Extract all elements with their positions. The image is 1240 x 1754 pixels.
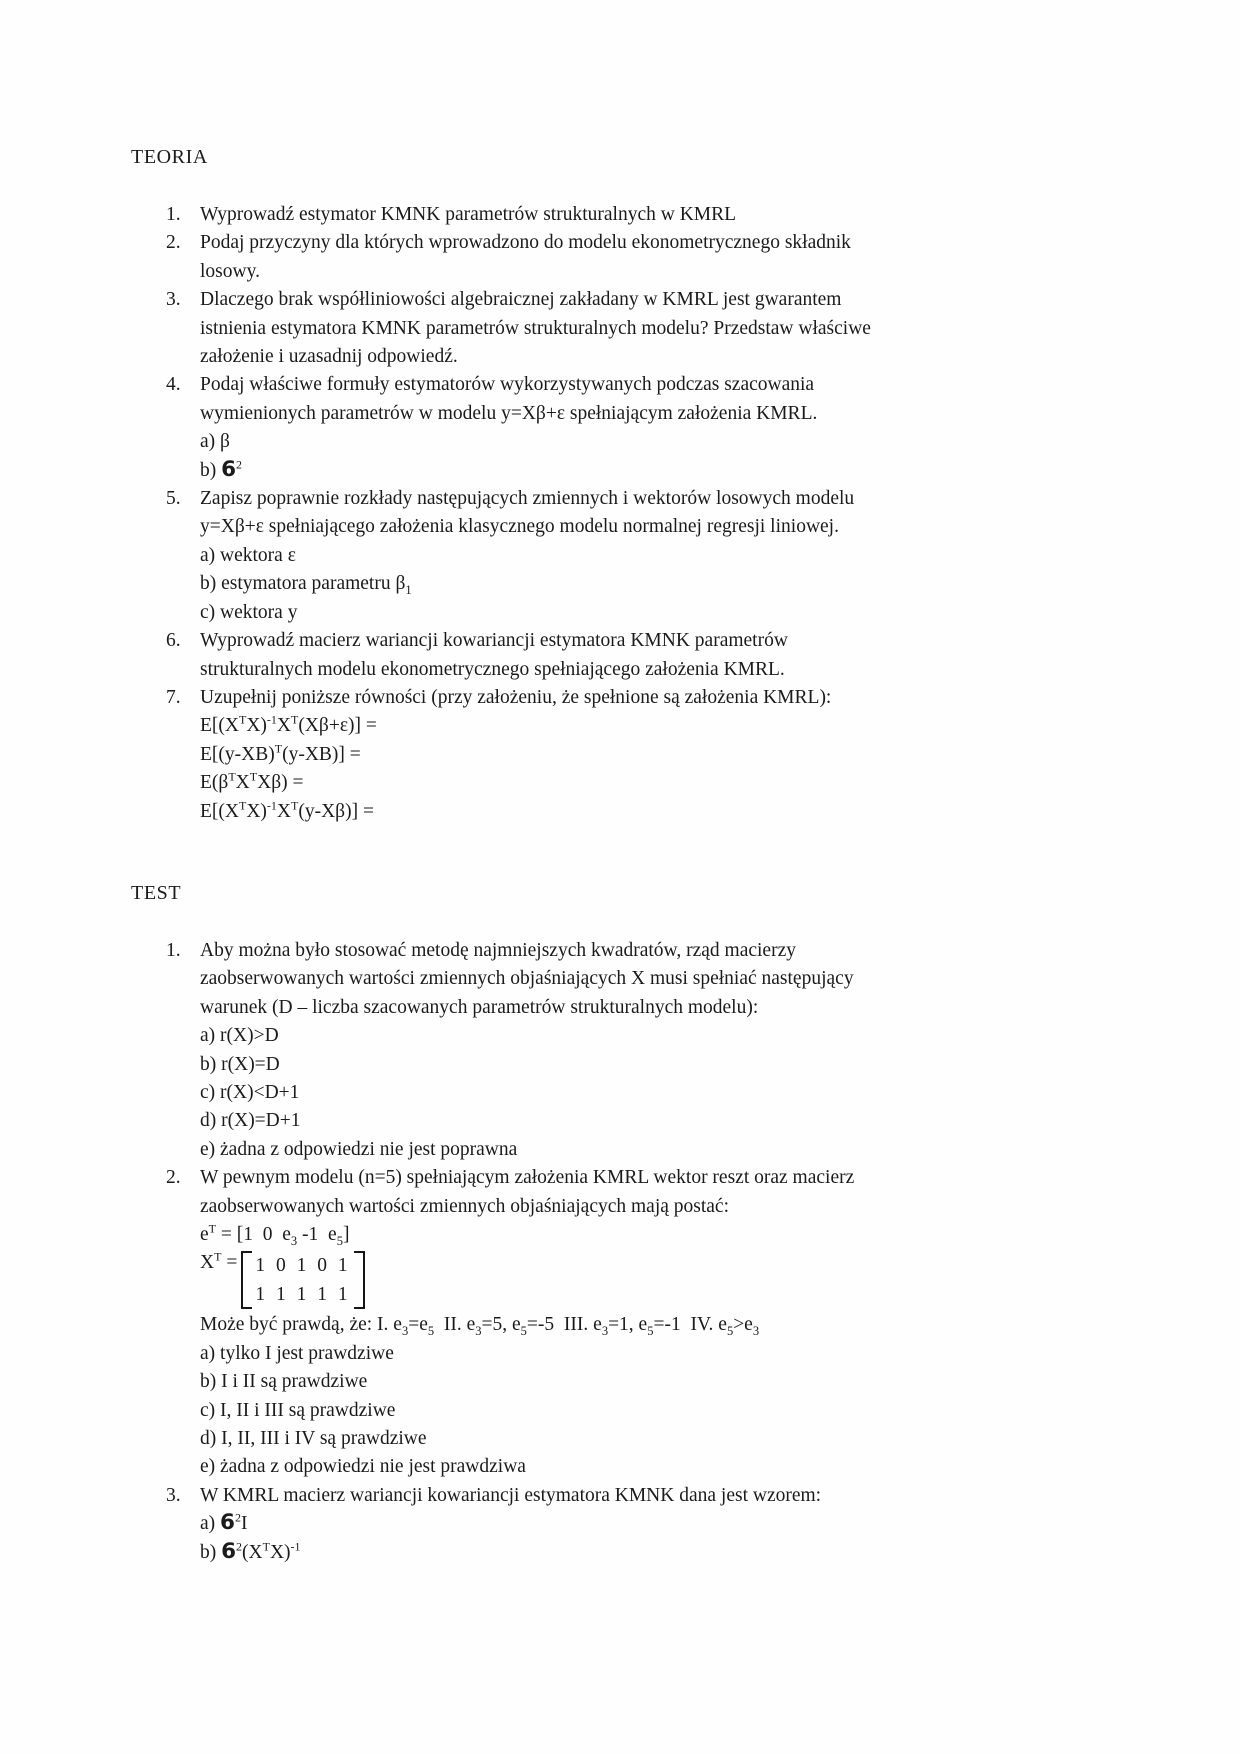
question-item (166, 201, 1130, 229)
line-text (200, 1428, 427, 1449)
answer-option (166, 1022, 1130, 1050)
superscript: -1 (266, 798, 277, 813)
superscript: T (249, 769, 258, 784)
line-text (200, 602, 297, 623)
text-run: (Xβ+ε)] = (298, 715, 377, 737)
line-text (200, 1371, 367, 1392)
line-text (200, 488, 854, 509)
line-text (200, 1400, 395, 1421)
text-run: Może być prawdą, że: I. e (200, 1314, 402, 1336)
text-run: zaobserwowanych wartości zmiennych objaśniających X musi spełniać następujący (200, 968, 854, 990)
text-run: X) (246, 800, 267, 822)
text-run: c) wektora y (200, 601, 298, 623)
text-run: a) (200, 1513, 221, 1535)
matrix-row: 1 0 1 0 1 (255, 1255, 351, 1277)
superscript: T (228, 769, 236, 784)
line-text (200, 687, 831, 708)
text-run: warunek (D – liczba szacowanych parametrów strukturalnych modelu): (200, 996, 759, 1018)
question-item (166, 937, 1130, 965)
line-text (200, 346, 458, 367)
line-text (200, 318, 871, 339)
text-run: wymienionych parametrów w modelu y=Xβ+ε spełniającym założenia KMRL. (200, 402, 818, 424)
answer-option (166, 1079, 1130, 1107)
text-run: a) β (200, 431, 230, 453)
line-text (200, 1343, 394, 1364)
question-continuation (166, 513, 1130, 541)
question-item (166, 229, 1130, 257)
line-text (200, 1196, 729, 1217)
text-run: losowy. (200, 260, 260, 282)
line-text (200, 968, 854, 989)
text-run: e) żadna z odpowiedzi nie jest prawdziwa (200, 1456, 526, 1478)
line-text (200, 798, 374, 822)
text-run: Dlaczego brak współliniowości algebraicznej zakładany w KMRL jest gwarantem (200, 289, 842, 311)
text-run: istnienia estymatora KMNK parametrów strukturalnych modelu? Przedstaw właściwe (200, 317, 871, 339)
matrix-line (166, 1249, 1130, 1311)
item-number: 7. (166, 686, 181, 708)
text-run: zaobserwowanych wartości zmiennych objaśniających mają postać: (200, 1195, 730, 1217)
text-run: e) żadna z odpowiedzi nie jest poprawna (200, 1138, 518, 1160)
line-text (200, 1110, 301, 1131)
text-run: X) (246, 715, 267, 737)
equation-line (166, 769, 1130, 797)
text-run: Uzupełnij poniższe równości (przy założeniu, że spełnione są założenia KMRL): (200, 686, 832, 708)
text-run: W pewnym modelu (n=5) spełniającym założenia KMRL wektor reszt oraz macierz (200, 1167, 855, 1189)
answer-option (166, 1397, 1130, 1425)
text-run: b) estymatora parametru β (200, 573, 406, 595)
superscript: 2 (236, 1539, 243, 1554)
question-item (166, 684, 1130, 712)
line-text (200, 1485, 821, 1506)
subscript: 5 (336, 1233, 343, 1248)
line-text (200, 456, 243, 482)
text-run: (X (242, 1541, 263, 1563)
section-heading-test: TEST (131, 881, 182, 904)
item-number: 6. (166, 630, 181, 652)
text-run: e (200, 1224, 209, 1245)
text-run: 6 (220, 1510, 235, 1536)
item-number: 2. (166, 232, 181, 254)
text-run: Podaj przyczyny dla których wprowadzono do modelu ekonometrycznego składnik (200, 232, 851, 254)
text-run: a) wektora ε (200, 544, 296, 566)
text-run: X (276, 715, 291, 737)
text-run: =5, e (481, 1314, 521, 1336)
subscript: 3 (401, 1324, 409, 1339)
line-text (200, 431, 230, 452)
line-text (200, 516, 839, 537)
answer-option (166, 1107, 1130, 1135)
text-run: d) r(X)=D+1 (200, 1110, 301, 1132)
subscript: 3 (475, 1324, 482, 1339)
question-item (166, 371, 1130, 399)
text-run: c) I, II i III są prawdziwe (200, 1399, 396, 1421)
text-run: Aby można było stosować metodę najmniejszych kwadratów, rząd macierzy (200, 939, 796, 961)
answer-option (166, 457, 1130, 485)
question-item (166, 1482, 1130, 1510)
text-run: X) (269, 1541, 291, 1563)
line-text (200, 769, 304, 794)
section-test (131, 882, 1130, 1567)
matrix (241, 1249, 364, 1311)
text-run: =1, e (608, 1314, 648, 1336)
text-run: =e (408, 1314, 428, 1336)
line-text (200, 630, 788, 651)
question-continuation (166, 343, 1130, 371)
line-text (200, 573, 412, 598)
question-continuation (166, 656, 1130, 684)
text-run: c) r(X)<D+1 (200, 1081, 300, 1103)
text-run: (y-XB)] = (282, 743, 361, 765)
superscript: T (274, 741, 283, 756)
answer-option (166, 1539, 1130, 1567)
line-text (200, 403, 817, 424)
answer-option (166, 1340, 1130, 1368)
text-run: Wyprowadź estymator KMNK parametrów strukturalnych w KMRL (200, 204, 737, 225)
text-run: założenie i uzasadnij odpowiedź. (200, 346, 458, 368)
question-continuation (166, 994, 1130, 1022)
item-number: 3. (166, 289, 181, 311)
text-run: Xβ) = (257, 772, 304, 794)
text-run: b) (200, 459, 222, 481)
line-text (200, 1314, 760, 1339)
text-run: y=Xβ+ε spełniającego założenia klasycznego modelu normalnej regresji liniowej. (200, 516, 839, 538)
text-run: 6 (221, 456, 237, 482)
text-run: W KMRL macierz wariancji kowariancji estymatora KMNK dana jest wzorem: (200, 1484, 822, 1506)
question-continuation (166, 315, 1130, 343)
answer-option (166, 599, 1130, 627)
superscript: T (238, 798, 247, 813)
line-text (200, 940, 796, 961)
text-run: >e (733, 1314, 753, 1336)
section-heading-teoria: TEORIA (131, 146, 208, 168)
superscript: T (208, 1221, 216, 1236)
text-run: I (240, 1513, 248, 1535)
text-run: X (276, 800, 291, 822)
matrix-label (200, 1249, 238, 1274)
question-item (166, 627, 1130, 655)
text-run: X (235, 772, 250, 794)
answer-option (166, 542, 1130, 570)
superscript: T (291, 798, 299, 813)
line-text (200, 997, 758, 1018)
superscript: -1 (266, 712, 277, 727)
answer-option (166, 1368, 1130, 1396)
text-run: II. e (434, 1314, 476, 1336)
answer-option (166, 1051, 1130, 1079)
answer-option (166, 1510, 1130, 1538)
line-text (200, 1221, 350, 1248)
text-run: b) r(X)=D (200, 1053, 280, 1075)
text-run: =-5 III. e (526, 1314, 602, 1336)
text-run: Zapisz poprawnie rozkłady następujących zmiennych i wektorów losowych modelu (200, 488, 855, 510)
line-text (200, 741, 361, 765)
text-run: ] (342, 1224, 350, 1245)
question-item (166, 485, 1130, 513)
text-run: =-1 IV. e (653, 1314, 727, 1336)
question-item (166, 286, 1130, 314)
line-text (200, 712, 377, 737)
line-text (200, 374, 814, 395)
text-run: = (221, 1252, 238, 1274)
subscript: 5 (520, 1324, 527, 1339)
superscript: 2 (234, 1510, 241, 1525)
item-number: 1. (166, 204, 181, 225)
text-run: E(β (200, 772, 229, 794)
line-text (200, 1139, 517, 1160)
superscript: T (291, 712, 299, 727)
equation-line (166, 1221, 1130, 1249)
line-text (200, 1167, 854, 1188)
text-run: E[(y-XB) (200, 743, 275, 765)
line-text (200, 1538, 301, 1564)
question-continuation (166, 965, 1130, 993)
matrix-row: 1 1 1 1 1 (255, 1284, 351, 1306)
superscript: -1 (290, 1539, 301, 1554)
text-run: Wyprowadź macierz wariancji kowariancji estymatora KMNK parametrów (200, 630, 788, 652)
line-text (200, 1054, 280, 1075)
subscript: 5 (427, 1324, 435, 1339)
line-text (200, 232, 851, 253)
text-run: -1 e (297, 1224, 337, 1245)
subscript: 3 (752, 1324, 760, 1339)
line-text (200, 659, 785, 680)
answer-option (166, 1136, 1130, 1164)
text-run: d) I, II, III i IV są prawdziwe (200, 1428, 427, 1450)
text-run: a) tylko I jest prawdziwe (200, 1342, 394, 1364)
text-run: b) I i II są prawdziwe (200, 1371, 368, 1393)
text-run: E[(X (200, 800, 239, 822)
subscript: 3 (290, 1233, 298, 1248)
text-run: (y-Xβ)] = (298, 800, 374, 822)
text-run: a) r(X)>D (200, 1025, 279, 1047)
line-text (200, 1456, 526, 1477)
answer-option (166, 1453, 1130, 1481)
item-number: 2. (166, 1167, 181, 1189)
superscript: T (262, 1539, 270, 1554)
subscript: 5 (726, 1324, 734, 1339)
equation-line (166, 712, 1130, 740)
superscript: T (214, 1249, 222, 1264)
subscript: 5 (647, 1324, 654, 1339)
item-number: 1. (166, 939, 181, 961)
text-run: strukturalnych modelu ekonometrycznego spełniającego założenia KMRL. (200, 658, 785, 680)
answer-option (166, 570, 1130, 598)
question-continuation (166, 258, 1130, 286)
line-text (200, 1082, 299, 1103)
text-run: b) (200, 1541, 222, 1563)
question-continuation (166, 400, 1130, 428)
text-run: E[(X (200, 715, 239, 737)
line-text (200, 1510, 248, 1536)
text-run: Podaj właściwe formuły estymatorów wykorzystywanych podczas szacowania (200, 374, 815, 396)
teoria-question-list (166, 201, 1130, 826)
section-teoria (131, 146, 1130, 826)
line-text (200, 261, 260, 282)
item-number: 3. (166, 1484, 181, 1506)
item-number: 5. (166, 488, 181, 510)
item-number: 4. (166, 374, 181, 396)
superscript: T (238, 712, 247, 727)
question-continuation (166, 1311, 1130, 1339)
line-text (200, 545, 296, 566)
answer-option (166, 1425, 1130, 1453)
answer-option (166, 428, 1130, 456)
superscript: 2 (236, 457, 243, 472)
line-text (200, 1025, 279, 1046)
text-run: X (200, 1252, 215, 1274)
test-question-list (166, 937, 1130, 1567)
line-text (200, 289, 841, 310)
text-run: = [1 0 e (216, 1224, 291, 1245)
text-run: 6 (221, 1538, 237, 1564)
subscript: 3 (601, 1324, 609, 1339)
line-text (200, 204, 736, 225)
subscript: 1 (405, 583, 412, 598)
question-item (166, 1164, 1130, 1192)
question-continuation (166, 1193, 1130, 1221)
equation-line (166, 741, 1130, 769)
equation-line (166, 798, 1130, 826)
